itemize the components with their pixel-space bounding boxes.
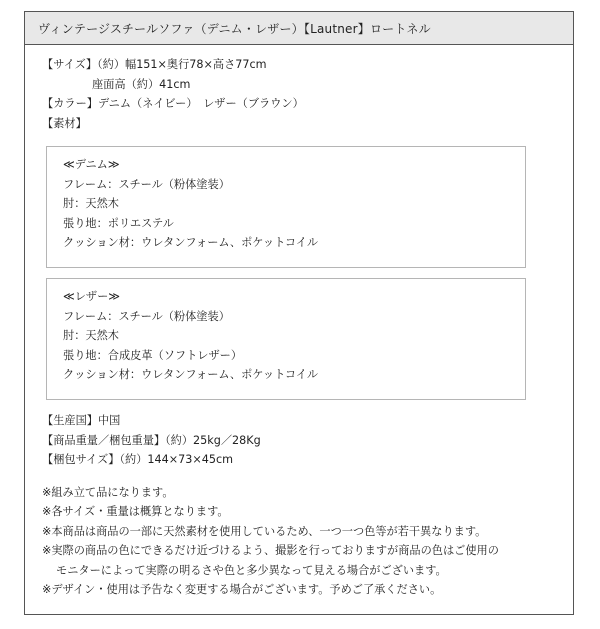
note-approximate: ※各サイズ・重量は概算となります。 (42, 505, 229, 518)
note-color-2: モニターによって実際の明るさや色と多少異なって見える場合がございます。 (56, 563, 447, 577)
size-line: 【サイズ】（約）幅151×奥行78×高さ77cm (42, 58, 267, 71)
leather-upholstery: 張り地：合成皮革（ソフトレザー） (63, 348, 243, 362)
note-assembly: ※組み立て品になります。 (42, 485, 174, 499)
note-color-1: ※実際の商品の色にできるだけ近づけるよう、撮影を行っておりますが商品の色はご使用の (42, 544, 499, 557)
weight-line: 【商品重量／梱包重量】（約）25kg／28Kg (42, 433, 261, 447)
denim-upholstery: 張り地：ポリエステル (63, 216, 174, 230)
note-design-change: ※デザイン・使用は予告なく変更する場合がございます。予めご了承ください。 (42, 583, 442, 596)
note-natural-material: ※本商品は商品の一部に天然素材を使用しているため、一つ一つ色等が若干異なります。 (42, 524, 487, 538)
origin-line: 【生産国】中国 (42, 414, 121, 427)
denim-arm: 肘：天然木 (63, 197, 119, 210)
denim-heading: ≪デニム≫ (63, 158, 120, 171)
spec-content (25, 45, 573, 600)
spec-panel (24, 11, 574, 615)
leather-material-box (46, 278, 526, 400)
denim-cushion: クッション材：ウレタンフォーム、ポケットコイル (63, 236, 319, 249)
title-bar (25, 12, 573, 45)
seat-height-line: 座面高（約）41cm (92, 77, 191, 91)
material-label: 【素材】 (42, 116, 87, 130)
leather-frame: フレーム：スチール（粉体塗装） (63, 309, 230, 323)
denim-material-box (46, 146, 526, 268)
leather-heading: ≪レザー≫ (63, 290, 120, 303)
denim-frame: フレーム：スチール（粉体塗装） (63, 177, 230, 191)
package-size-line: 【梱包サイズ】（約）144×73×45cm (42, 453, 234, 466)
leather-cushion: クッション材：ウレタンフォーム、ポケットコイル (63, 368, 319, 381)
product-title: ヴィンテージスチールソファ（デニム・レザー）【Lautner】ロートネル (38, 21, 431, 36)
color-line: 【カラー】デニム（ネイビー） レザー（ブラウン） (42, 97, 304, 110)
leather-arm: 肘：天然木 (63, 329, 119, 342)
